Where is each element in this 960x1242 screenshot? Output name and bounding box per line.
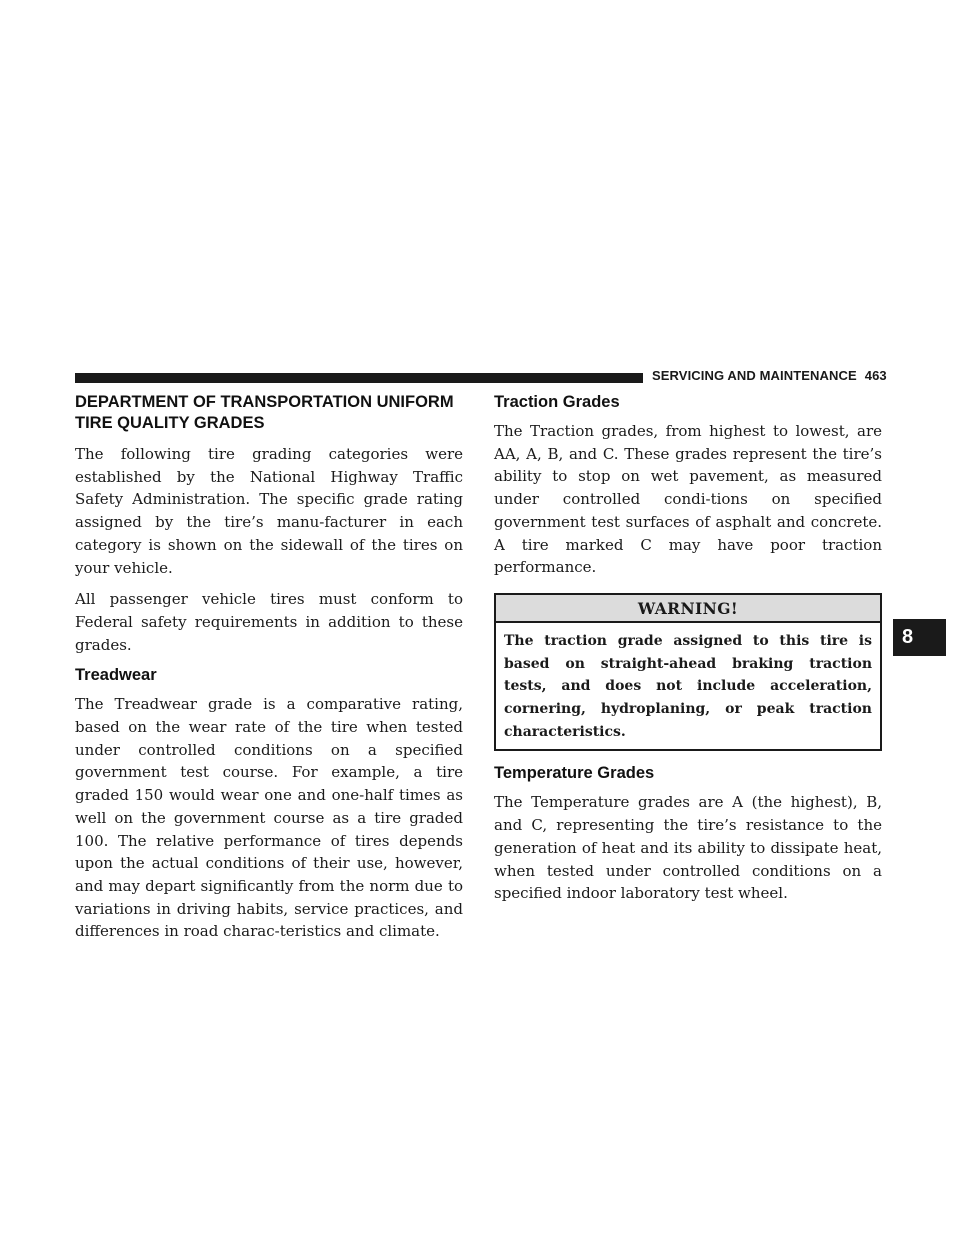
temperature-paragraph: The Temperature grades are A (the highest), B, and C, representing the tire’s resistance to the generation of heat and its ability to dissipate heat, when tested under controlled conditions on a specified indoor laboratory test wheel.: [494, 793, 882, 903]
traction-paragraph: The Traction grades, from highest to lowest, are AA, A, B, and C. These grades represent the tire’s ability to stop on wet pavement, as measured under controlled condi-tions on specified government test surfaces of asphalt and concrete. A tire marked C may have poor traction performance.: [494, 422, 882, 577]
warning-title: WARNING!: [496, 595, 880, 623]
right-column: [494, 392, 882, 914]
treadwear-paragraph: The Treadwear grade is a comparative rating, based on the wear rate of the tire when tested under controlled conditions on a specified government test course. For example, a tire graded 150 would wear one and one-half times as well on the government course as a tire graded 100. The relative performance of tires depends upon the actual conditions of their use, however, and may depart significantly from the norm due to variations in driving habits, service practices, and differences in road charac-teristics and climate.: [75, 695, 463, 941]
conformance-paragraph: All passenger vehicle tires must conform to Federal safety requirements in addition to these grades.: [75, 590, 463, 654]
page-number: 463: [864, 368, 887, 383]
header-rule: [75, 373, 643, 383]
treadwear-heading: Treadwear: [75, 666, 157, 685]
chapter-tab: 8: [893, 619, 946, 656]
intro-paragraph: The following tire grading categories were established by the National Highway Traffic Safety Administration. The specific grade rating assigned by the tire’s manu-facturer in each category is shown on the sidewall of the tires on your vehicle.: [75, 445, 463, 577]
warning-box: [494, 593, 882, 752]
section-heading: DEPARTMENT OF TRANSPORTATION UNIFORM TIRE QUALITY GRADES: [75, 393, 454, 432]
temperature-heading: Temperature Grades: [494, 764, 655, 783]
warning-text: The traction grade assigned to this tire is based on straight-ahead braking traction tests, and does not include acceleration, cornering, hydroplaning, or peak traction characteristics.: [504, 632, 872, 740]
left-column: [75, 392, 463, 952]
running-header: [652, 368, 892, 383]
section-title: SERVICING AND MAINTENANCE: [652, 368, 857, 383]
traction-heading: Traction Grades: [494, 393, 620, 411]
